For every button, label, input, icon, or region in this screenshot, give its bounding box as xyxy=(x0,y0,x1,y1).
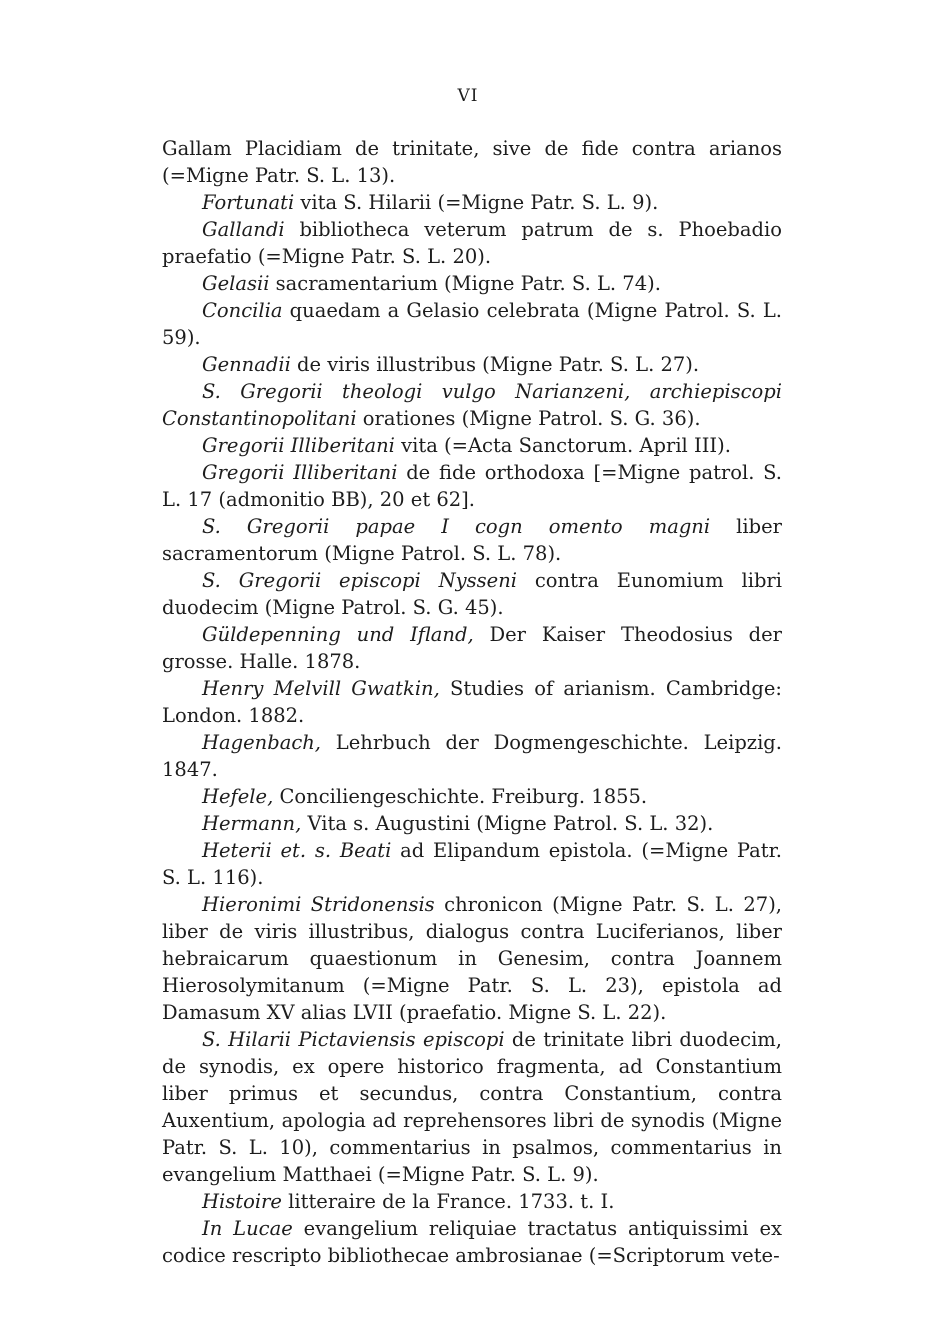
bibliography-entry xyxy=(162,216,782,270)
entry-author: Hermann, xyxy=(202,812,302,835)
entry-text: evangelium reliquiae tractatus antiquissimi ex codice rescripto bibliothecae ambrosianae (=Scriptorum vete- xyxy=(162,1217,782,1267)
entry-author: Gregorii Illiberitani xyxy=(202,461,398,484)
entry-author: Concilia xyxy=(202,299,283,322)
entry-author: Hefele, xyxy=(202,785,274,808)
bibliography-entry xyxy=(162,432,782,459)
bibliography-entry xyxy=(162,621,782,675)
entry-text: Conciliengeschichte. Freiburg. 1855. xyxy=(273,785,648,808)
bibliography-entry xyxy=(162,1026,782,1188)
entry-author: Henry Melvill Gwatkin, xyxy=(202,677,440,700)
bibliography-entry xyxy=(162,459,782,513)
entry-text: de fide orthodoxa [=Migne patrol. S. L. 17 (admonitio BB), 20 et 62]. xyxy=(162,461,783,511)
entry-text: contra Eunomium libri duodecim (Migne Patrol. S. G. 45). xyxy=(162,569,782,619)
entry-author: Hagenbach, xyxy=(202,731,321,754)
bibliography-entry xyxy=(162,378,782,432)
entry-text: Vita s. Augustini (Migne Patrol. S. L. 32). xyxy=(301,812,714,835)
bibliography-entry xyxy=(162,135,782,189)
entry-text: Studies of arianism. Cambridge: London. 1882. xyxy=(162,677,782,727)
entry-author: Hieronimi Stridonensis xyxy=(202,893,435,916)
entry-text: vita (=Acta Sanctorum. April III). xyxy=(394,434,731,457)
bibliography-entry xyxy=(162,729,782,783)
entry-author: Heterii et. s. Beati xyxy=(202,839,392,862)
entry-text: litteraire de la France. 1733. t. I. xyxy=(281,1190,615,1213)
bibliography-entry xyxy=(162,1188,782,1215)
bibliography-entry xyxy=(162,1215,782,1269)
entry-text: vita S. Hilarii (=Migne Patr. S. L. 9). xyxy=(294,191,659,214)
entry-text: bibliotheca veterum patrum de s. Phoebadio praefatio (=Migne Patr. S. L. 20). xyxy=(162,218,782,268)
entry-text: sacramentarium (Migne Patr. S. L. 74). xyxy=(269,272,661,295)
bibliography-entry xyxy=(162,783,782,810)
entry-author: Gelasii xyxy=(202,272,270,295)
entry-text: de trinitate libri duodecim, de synodis, ex opere historico fragmenta, ad Constantium liber primus et secundus, contra Constantium, contra Auxentium, apologia ad reprehensores libri de synodis (Migne Patr. S. L. 10), commentarius in psalmos, commentarius in evangelium Matthaei (=Migne Patr. S. L. 9). xyxy=(162,1028,782,1186)
bibliography-entry xyxy=(162,513,782,567)
entry-author: In Lucae xyxy=(202,1217,293,1240)
entry-author: Histoire xyxy=(202,1190,282,1213)
entry-text: de viris illustribus (Migne Patr. S. L. 27). xyxy=(290,353,700,376)
bibliography-entry xyxy=(162,891,782,1026)
bibliography-entry xyxy=(162,270,782,297)
entry-text: chronicon (Migne Patr. S. L. 27), liber de viris illustribus, dialogus contra Luciferianos, liber hebraicarum quaestionum in Genesim, contra Joannem Hierosolymitanum (=Migne Patr. S. L. 23), epistola ad Damasum XV alias LVII (praefatio. Migne S. L. 22). xyxy=(162,893,783,1024)
bibliography-entry xyxy=(162,837,782,891)
page-number: VI xyxy=(457,86,479,106)
bibliography-entry xyxy=(162,810,782,837)
entry-author: S. Gregorii episcopi Nysseni xyxy=(202,569,517,592)
entry-text: liber sacramentorum (Migne Patrol. S. L. 78). xyxy=(162,515,782,565)
bibliography-entry xyxy=(162,297,782,351)
entry-text: quaedam a Gelasio celebrata (Migne Patrol. S. L. 59). xyxy=(162,299,782,349)
entry-author: S. Hilarii Pictaviensis episcopi xyxy=(202,1028,505,1051)
entry-author: Güldepenning und Ifland, xyxy=(202,623,474,646)
entry-text: Der Kaiser Theodosius der grosse. Halle. 1878. xyxy=(162,623,782,673)
entry-text: Gallam Placidiam de trinitate, sive de fide contra arianos (=Migne Patr. S. L. 13). xyxy=(162,137,782,187)
bibliography-list xyxy=(162,135,782,1269)
entry-author: S. Gregorii papae I cogn omento magni xyxy=(202,515,711,538)
entry-text: orationes (Migne Patrol. S. G. 36). xyxy=(356,407,701,430)
entry-author: Fortunati xyxy=(202,191,295,214)
entry-text: Lehrbuch der Dogmengeschichte. Leipzig. 1847. xyxy=(162,731,782,781)
bibliography-entry xyxy=(162,567,782,621)
entry-author: Gennadii xyxy=(202,353,291,376)
bibliography-entry xyxy=(162,675,782,729)
entry-author: S. Gregorii theologi vulgo Narianzeni, archiepiscopi Constantinopolitani xyxy=(162,380,782,430)
bibliography-entry xyxy=(162,351,782,378)
entry-author: Gallandi xyxy=(202,218,285,241)
entry-text: ad Elipandum epistola. (=Migne Patr. S. L. 116). xyxy=(162,839,782,889)
entry-author: Gregorii Illiberitani xyxy=(202,434,395,457)
bibliography-entry xyxy=(162,189,782,216)
